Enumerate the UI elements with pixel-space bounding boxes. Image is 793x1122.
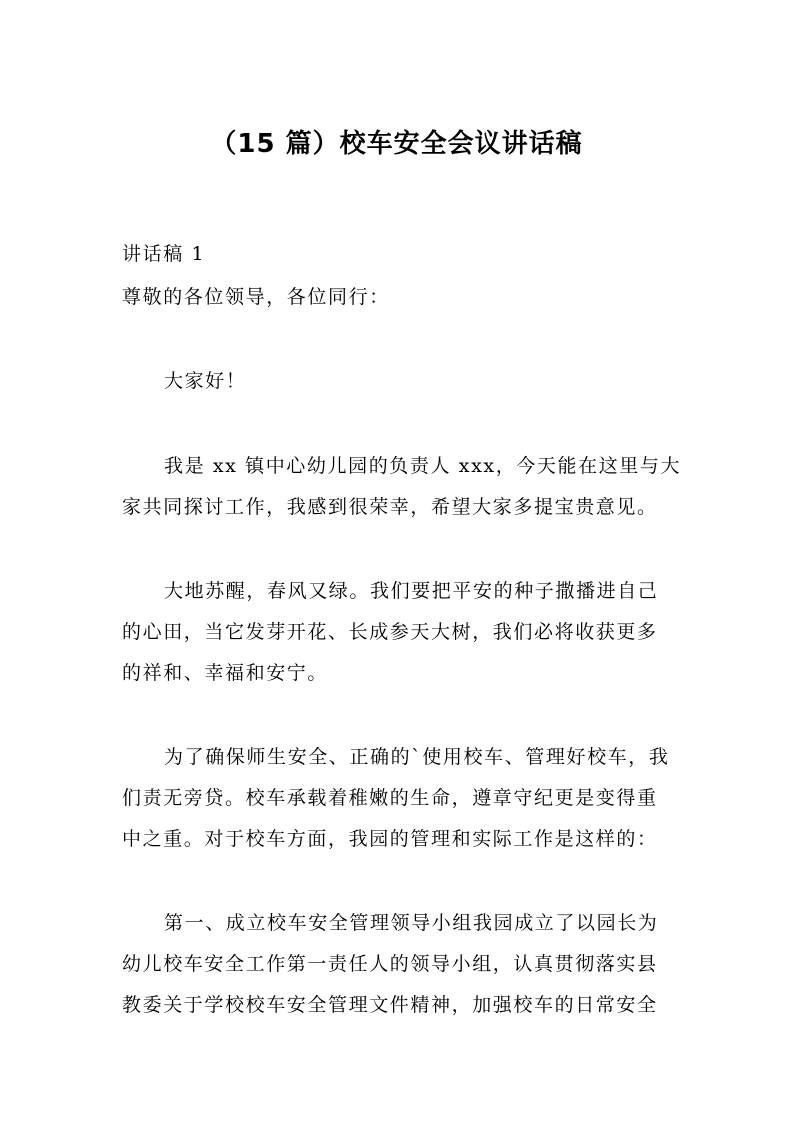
paragraph-3-line-1: 为了确保师生安全、正确的`使用校车、管理好校车，我	[164, 746, 670, 768]
paragraph-4-line-2: 幼儿校车安全工作第一责任人的领导小组，认真贯彻落实县	[122, 953, 658, 975]
paragraph-3-line-2: 们责无旁贷。校车承载着稚嫩的生命，遵章守纪更是变得重	[122, 787, 658, 809]
paragraph-2-line-2: 的心田，当它发芽开花、长成参天大树，我们必将收获更多	[122, 621, 658, 643]
document-title: （15 篇）校车安全会议讲话稿	[210, 129, 583, 159]
paragraph-3-line-3: 中之重。对于校车方面，我园的管理和实际工作是这样的：	[122, 828, 658, 850]
salutation: 尊敬的各位领导，各位同行：	[122, 286, 390, 308]
greeting: 大家好！	[164, 370, 247, 392]
section-label: 讲话稿 1	[122, 243, 206, 265]
paragraph-4-line-3: 教委关于学校校车安全管理文件精神，加强校车的日常安全	[122, 994, 658, 1016]
paragraph-4-line-1: 第一、成立校车安全管理领导小组我园成立了以园长为	[164, 912, 659, 934]
paragraph-1-line-1: 我是 xx 镇中心幼儿园的负责人 xxx，今天能在这里与大	[164, 455, 682, 477]
paragraph-2-line-3: 的祥和、幸福和安宁。	[122, 662, 329, 684]
paragraph-2-line-1: 大地苏醒，春风又绿。我们要把平安的种子撒播进自己	[164, 580, 659, 602]
paragraph-1-line-2: 家共同探讨工作，我感到很荣幸，希望大家多提宝贵意见。	[122, 496, 658, 518]
